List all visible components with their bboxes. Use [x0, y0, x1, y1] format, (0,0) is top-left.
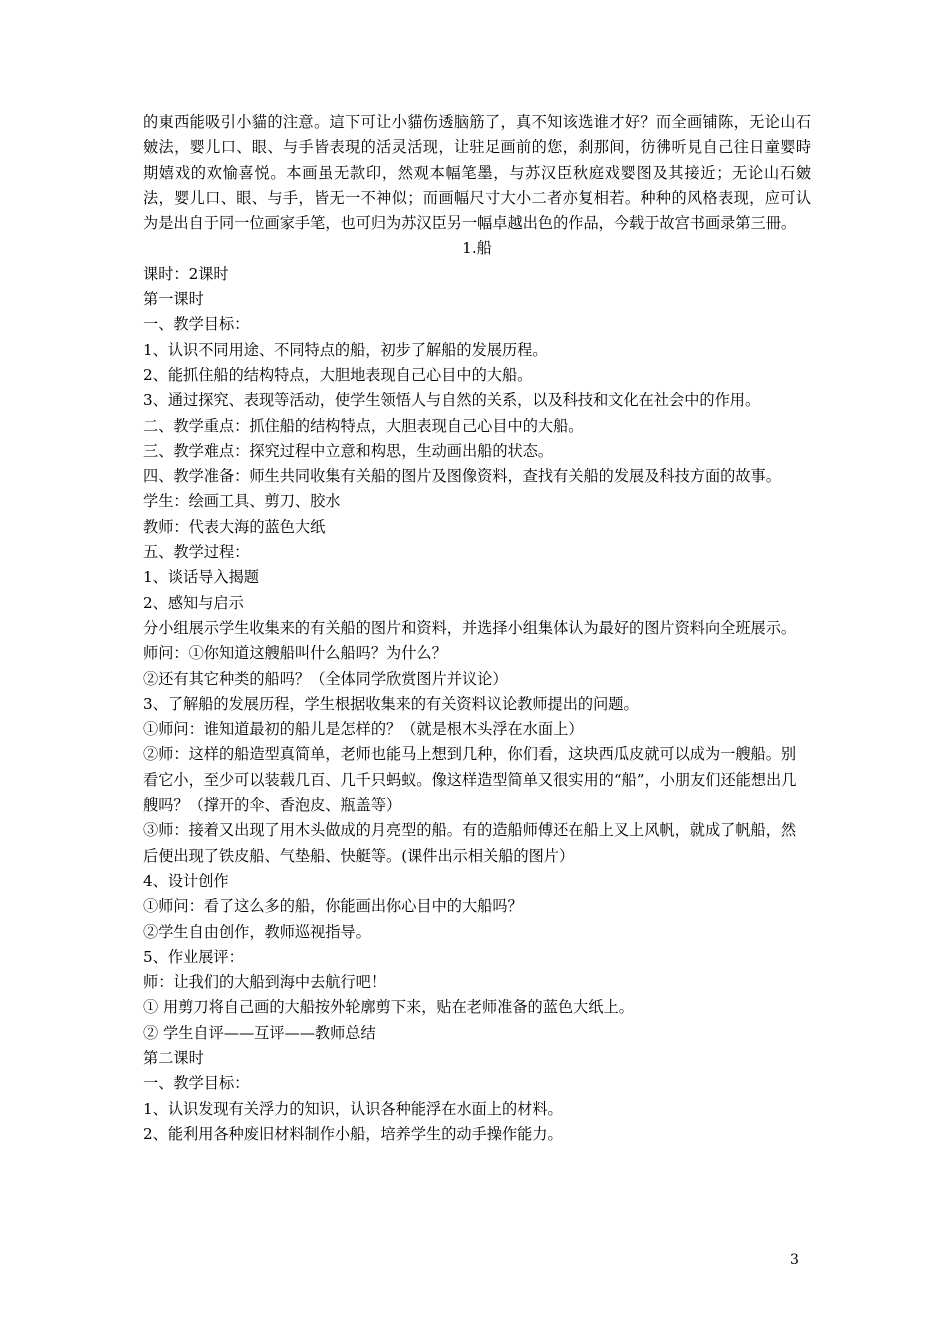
- text-line: ②学生自由创作，教师巡视指导。: [143, 922, 371, 941]
- text-line: 2、感知与启示: [143, 593, 244, 612]
- intro-paragraph: 的東西能吸引小貓的注意。這下可让小貓伤透脑筋了，真不知该选谁才好？而全画铺陈，无论山石皴法，婴儿口、眼、与手皆表現的活灵活现，让驻足画前的您，刹那间，彷彿听見自己往日童婴時期嬉戏的欢愉喜悦。本画虽无款印，然观本幅笔墨，与苏汉臣秋庭戏婴图及其接近；无论山石皴法，婴儿口、眼、与手，皆无一不神似；而画幅尺寸大小二者亦复相若。种种的风格表现，应可认为是出自于同一位画家手笔，也可归为苏汉臣另一幅卓越出色的作品，今载于故宫书画录第三冊。: [143, 113, 811, 233]
- text-line: 1、认识不同用途、不同特点的船，初步了解船的发展历程。: [143, 340, 548, 359]
- text-line: 3、了解船的发展历程，学生根据收集来的有关资料议论教师提出的问题。: [143, 694, 639, 713]
- page-number: 3: [790, 1252, 799, 1268]
- text-line: 三、教学难点：探究过程中立意和构思，生动画出船的状态。: [143, 441, 554, 460]
- lesson-title: 1.船: [462, 239, 492, 258]
- text-line: 第二课时: [143, 1048, 204, 1067]
- text-line: ① 用剪刀将自己画的大船按外轮廓剪下来，贴在老师准备的蓝色大纸上。: [143, 998, 634, 1017]
- text-line: ②师：这样的船造型真简单，老师也能马上想到几种，你们看，这块西瓜皮就可以成为一艘船。别看它小，至少可以装载几百、几千只蚂蚁。像这样造型简单又很实用的“船”，小朋友们还能想出几艘吗？（撑开的伞、香泡皮、瓶盖等）: [143, 745, 797, 815]
- text-line: ③师：接着又出现了用木头做成的月亮型的船。有的造船师傅还在船上叉上风帆，就成了帆船，然后便出现了铁皮船、气垫船、快艇等。(课件出示相关船的图片）: [143, 821, 797, 865]
- text-line: ①师问：看了这么多的船，你能画出你心目中的大船吗？: [143, 897, 523, 916]
- body-text: [143, 110, 811, 1147]
- text-line: 第一课时: [143, 290, 204, 309]
- text-line: 2、能利用各种废旧材料制作小船，培养学生的动手操作能力。: [143, 1124, 563, 1143]
- text-line: 1、谈话导入揭题: [143, 568, 259, 587]
- text-line: ②还有其它种类的船吗？（全体同学欣赏图片并议论）: [143, 669, 508, 688]
- text-line: ② 学生自评——互评——教师总结: [143, 1023, 376, 1042]
- text-line: 一、教学目标：: [143, 1074, 250, 1093]
- text-line: 2、能抓住船的结构特点，大胆地表现自己心目中的大船。: [143, 365, 533, 384]
- text-line: 师问：①你知道这艘船叫什么船吗？为什么？: [143, 644, 447, 663]
- text-line: 师：让我们的大船到海中去航行吧！: [143, 973, 386, 992]
- text-line: 4、设计创作: [143, 871, 229, 890]
- text-line: 五、教学过程：: [143, 543, 250, 562]
- text-line: 教师：代表大海的蓝色大纸: [143, 517, 326, 536]
- text-line: 四、教学准备：师生共同收集有关船的图片及图像资料，查找有关船的发展及科技方面的故事。: [143, 467, 781, 486]
- text-line: 二、教学重点：抓住船的结构特点，大胆表现自己心目中的大船。: [143, 416, 584, 435]
- text-line: 1、认识发现有关浮力的知识，认识各种能浮在水面上的材料。: [143, 1099, 563, 1118]
- text-line: ①师问：谁知道最初的船儿是怎样的？（就是根木头浮在水面上）: [143, 720, 584, 739]
- text-line: 5、作业展评：: [143, 947, 244, 966]
- text-line: 3、通过探究、表现等活动，使学生领悟人与自然的关系，以及科技和文化在社会中的作用。: [143, 391, 761, 410]
- text-line: 学生：绘画工具、剪刀、胶水: [143, 492, 341, 511]
- text-line: 分小组展示学生收集来的有关船的图片和资料，并选择小组集体认为最好的图片资料向全班展示。: [143, 618, 797, 637]
- text-line: 课时：2课时: [143, 264, 229, 283]
- text-line: 一、教学目标：: [143, 315, 250, 334]
